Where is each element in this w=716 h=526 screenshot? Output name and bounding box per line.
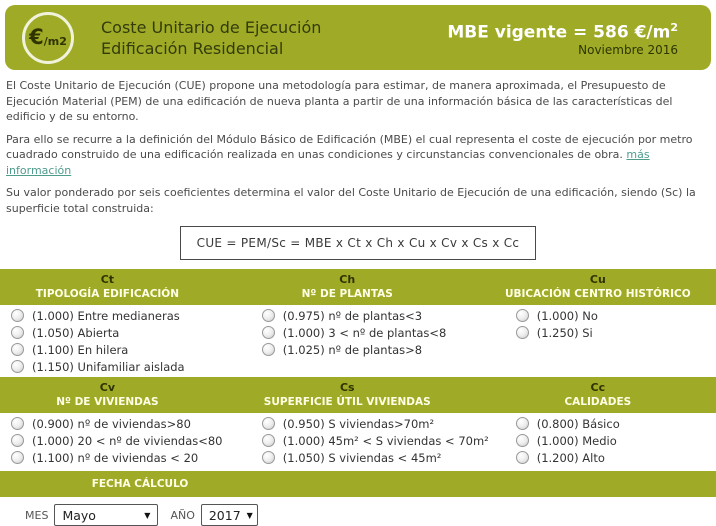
coef-title-ch: Nº DE PLANTAS [301, 288, 393, 300]
coefficient-sections [0, 269, 716, 468]
fecha-calculo-title: FECHA CÁLCULO [91, 478, 189, 490]
radio-cs-1[interactable] [262, 434, 275, 447]
intro-paragraph-3: Su valor ponderado por seis coeficientes determina el valor del Coste Unitario de Ejecución de una edificación, siendo (Sc) la superficie total construida: [6, 186, 696, 215]
option-cv-0[interactable] [0, 415, 215, 432]
radio-cv-0[interactable] [11, 417, 24, 430]
coef-title-cu: UBICACIÓN CENTRO HISTÓRICO [504, 288, 691, 300]
coef-code-cc: Cc [590, 381, 606, 394]
mas-informacion-link[interactable]: más información [6, 148, 650, 177]
radio-ct-3[interactable] [11, 360, 24, 373]
radio-cv-2[interactable] [11, 451, 24, 464]
option-label: (1.200) Alto [536, 450, 605, 465]
intro-paragraph-2: Para ello se recurre a la definición del Módulo Básico de Edificación (MBE) el cual representa el coste de ejecución por metro cuadrado construido de una edificación realizada en unas condiciones y circunstancias convencionales de obra. más información [6, 132, 693, 177]
coef-title-cc: CALIDADES [564, 396, 632, 408]
radio-ch-2[interactable] [262, 343, 275, 356]
mbe-value: MBE vigente = 586 $€/m^2$ [447, 20, 678, 43]
coef-code-ct: Ct [100, 273, 115, 286]
radio-ct-1[interactable] [11, 326, 24, 339]
coef-options-cu [480, 307, 716, 375]
option-label: (1.050) S viviendas < 45m² [282, 450, 442, 465]
cue-formula: CUE = PEM/Sc = MBE x Ct x Ch x Cu x Cv x Cs x Cc [180, 226, 537, 260]
coef-options-cv [0, 415, 223, 466]
option-label: (1.025) nº de plantas>8 [282, 342, 423, 357]
cue-calculator-page [0, 5, 716, 523]
option-ch-1[interactable] [215, 324, 480, 341]
option-label: (1.000) 3 < nº de plantas<8 [282, 325, 447, 340]
radio-ch-1[interactable] [262, 326, 275, 339]
coefficient-header-row [0, 377, 716, 413]
option-label: (0.800) Básico [536, 416, 620, 431]
option-label: (1.150) Unifamiliar aislada [32, 359, 185, 374]
intro-paragraph-1: El Coste Unitario de Ejecución (CUE) propone una metodología para estimar, de manera aproximada, el Presupuesto de Ejecución Material (PEM) de una edificación de nueva planta a partir de una información básica de las características del edificio y de su entorno. [6, 79, 673, 123]
option-cu-0[interactable] [480, 307, 716, 324]
option-ct-1[interactable] [0, 324, 215, 341]
option-cs-0[interactable] [215, 415, 480, 432]
mes-select[interactable] [54, 504, 158, 526]
ano-selected-value: 2017 [208, 507, 241, 523]
app-title [101, 17, 321, 59]
coef-header-cu [480, 272, 716, 301]
logo-euro-text: € [29, 25, 44, 49]
option-ch-2[interactable] [215, 341, 480, 358]
intro-text [0, 78, 716, 216]
option-label: (1.250) Si [536, 325, 593, 340]
coef-options-ct [0, 307, 215, 375]
option-label: (1.000) 20 < nº de viviendas<80 [32, 433, 223, 448]
formula-container [0, 226, 716, 260]
radio-cs-0[interactable] [262, 417, 275, 430]
option-cv-2[interactable] [0, 449, 215, 466]
coef-title-ct: TIPOLOGÍA EDIFICACIÓN [35, 288, 180, 300]
coef-title-cv: Nº DE VIVIENDAS [56, 396, 159, 408]
option-cc-1[interactable] [480, 432, 716, 449]
option-label: (1.050) Abierta [32, 325, 120, 340]
radio-cc-2[interactable] [516, 451, 529, 464]
option-label: (1.000) 45m² < S viviendas < 70m² [282, 433, 489, 448]
coefficient-header-row [0, 269, 716, 305]
option-cc-2[interactable] [480, 449, 716, 466]
radio-ch-0[interactable] [262, 309, 275, 322]
ano-label: AÑO [170, 508, 195, 522]
coef-options-cs [215, 415, 489, 466]
coef-header-cs [215, 380, 480, 409]
coefficient-table-2 [0, 377, 716, 468]
option-cs-2[interactable] [215, 449, 480, 466]
mes-selected-value: Mayo [62, 507, 96, 523]
radio-cc-0[interactable] [516, 417, 529, 430]
fecha-calculo-header [0, 471, 716, 497]
option-label: (1.100) En hilera [32, 342, 129, 357]
option-cs-1[interactable] [215, 432, 489, 449]
option-label: (1.000) Medio [536, 433, 617, 448]
app-title-line2: Edificación Residencial [101, 38, 284, 58]
option-label: (1.100) nº de viviendas < 20 [32, 450, 199, 465]
coefficient-options-row [0, 305, 716, 377]
option-label: (0.950) S viviendas>70m² [282, 416, 435, 431]
option-label: (0.900) nº de viviendas>80 [32, 416, 191, 431]
coef-code-cu: Cu [589, 273, 606, 286]
radio-ct-2[interactable] [11, 343, 24, 356]
coef-code-cs: Cs [339, 381, 355, 394]
euro-per-m2-logo-icon [22, 12, 74, 64]
mbe-info [447, 18, 678, 58]
option-ch-0[interactable] [215, 307, 480, 324]
mbe-date: Noviembre 2016 [578, 43, 678, 58]
coef-header-cc [480, 380, 716, 409]
radio-cs-2[interactable] [262, 451, 275, 464]
radio-ct-0[interactable] [11, 309, 24, 322]
dropdown-arrow-icon: ▼ [144, 510, 151, 520]
logo-sub-text: /m2 [43, 34, 67, 48]
app-title-line1: Coste Unitario de Ejecución [101, 17, 322, 37]
radio-cu-1[interactable] [516, 326, 529, 339]
coefficient-table-1 [0, 269, 716, 377]
ano-select[interactable] [201, 504, 258, 526]
coef-title-cs: SUPERFICIE ÚTIL VIVIENDAS [263, 396, 431, 408]
option-cc-0[interactable] [480, 415, 716, 432]
option-cu-1[interactable] [480, 324, 716, 341]
coef-header-ct [0, 272, 215, 301]
coef-options-cc [480, 415, 716, 466]
coef-code-cv: Cv [99, 381, 116, 394]
option-ct-2[interactable] [0, 341, 215, 358]
option-ct-3[interactable] [0, 358, 215, 375]
coefficient-options-row [0, 413, 716, 468]
coef-options-ch [215, 307, 480, 375]
app-header [5, 5, 711, 70]
radio-cu-0[interactable] [516, 309, 529, 322]
option-ct-0[interactable] [0, 307, 215, 324]
mes-label: MES [25, 508, 49, 522]
option-cv-1[interactable] [0, 432, 223, 449]
coef-header-cv [0, 380, 215, 409]
option-label: (0.975) nº de plantas<3 [282, 308, 423, 323]
option-label: (1.000) Entre medianeras [32, 308, 180, 323]
date-selection-row [25, 504, 716, 526]
coef-header-ch [215, 272, 480, 301]
option-label: (1.000) No [536, 308, 598, 323]
dropdown-arrow-icon: ▼ [246, 510, 253, 520]
coef-code-ch: Ch [339, 273, 356, 286]
radio-cc-1[interactable] [516, 434, 529, 447]
radio-cv-1[interactable] [11, 434, 24, 447]
